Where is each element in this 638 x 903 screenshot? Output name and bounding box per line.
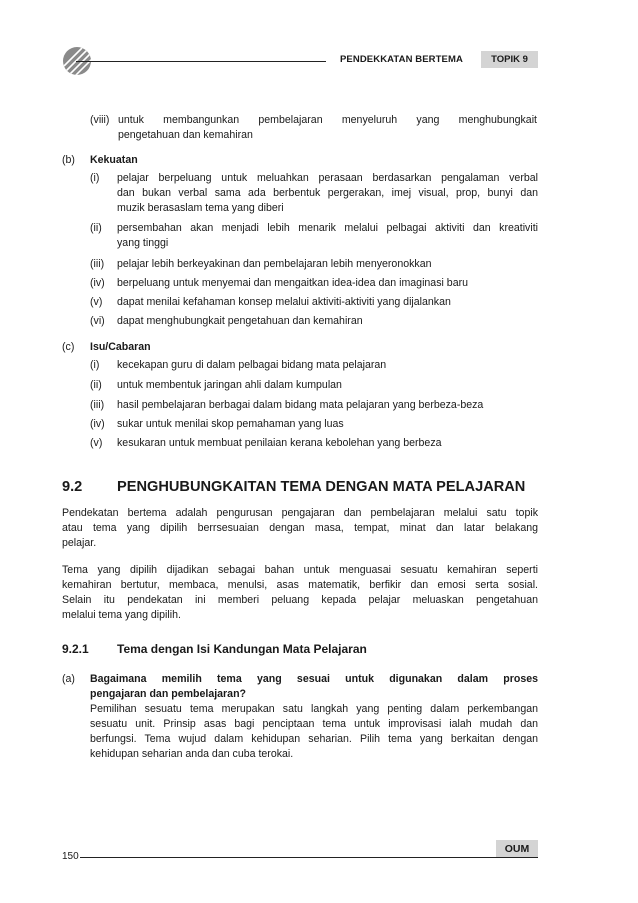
list-item-text: kecekapan guru di dalam pelbagai bidang mata pelajaran xyxy=(117,359,387,371)
paragraph-line: pelajar. xyxy=(62,537,97,549)
list-item-text: dapat menilai kefahaman konsep melalui aktiviti-aktiviti yang dijalankan xyxy=(117,296,451,308)
list-item-text: pengetahuan dan kemahiran xyxy=(118,129,253,141)
running-header-title: PENDEKKATAN BERTEMA xyxy=(340,54,463,65)
item-number: (iv) xyxy=(90,418,105,430)
question-line: pengajaran dan pembelajaran? xyxy=(90,688,247,700)
subsection-heading: Tema dengan Isi Kandungan Mata Pelajaran xyxy=(117,642,367,656)
list-item-text: kesukaran untuk membuat penilaian kerana kebolehan yang berbeza xyxy=(117,437,442,449)
list-item-text: untuk membangunkan pembelajaran menyeluruh yang menghubungkait xyxy=(118,114,537,126)
section-letter: (b) xyxy=(62,154,75,166)
paragraph-line: kemahiran bertutur, membaca, menulsi, asas matematik, berfikir dan emosi serta sosial. xyxy=(62,579,538,591)
answer-line: berfungsi. Tema wujud dalam kehidupan seharian. Pilih tema yang berkaitan dengan xyxy=(90,733,538,745)
item-number: (ii) xyxy=(90,379,102,391)
oum-badge: OUM xyxy=(496,840,538,857)
section-heading: PENGHUBUNGKAITAN TEMA DENGAN MATA PELAJARAN xyxy=(117,479,526,495)
paragraph-line: Tema yang dipilih dijadikan sebagai bahan untuk menguasai sesuatu kemahiran seperti xyxy=(62,564,538,576)
item-number: (v) xyxy=(90,437,103,449)
list-item-text: persembahan akan menjadi lebih menarik melalui pelbagai aktiviti dan kreativiti xyxy=(117,222,538,234)
topic-badge: TOPIK 9 xyxy=(481,51,538,68)
paragraph-line: melalui tema yang dipilih. xyxy=(62,609,181,621)
header-rule xyxy=(76,61,326,62)
item-number: (iii) xyxy=(90,399,105,411)
item-number: (i) xyxy=(90,172,100,184)
list-item-text: muzik berasaslam tema yang diberi xyxy=(117,202,284,214)
item-number: (i) xyxy=(90,359,100,371)
list-item-text: pelajar berpeluang untuk meluahkan perasaan berdasarkan pengalaman verbal xyxy=(117,172,538,184)
item-number: (v) xyxy=(90,296,103,308)
list-item-text: yang tinggi xyxy=(117,237,169,249)
item-number: (viii) xyxy=(90,114,110,126)
footer-rule xyxy=(80,857,538,858)
list-item-text: untuk membentuk jaringan ahli dalam kumpulan xyxy=(117,379,342,391)
item-number: (vi) xyxy=(90,315,105,327)
item-number: (iv) xyxy=(90,277,105,289)
list-item-text: dapat menghubungkait pengetahuan dan kemahiran xyxy=(117,315,363,327)
section-letter: (a) xyxy=(62,673,75,685)
subheading-isu-cabaran: Isu/Cabaran xyxy=(90,341,151,353)
answer-line: sesuatu unit. Prinsip asas bagi penciptaan tema untuk improvisasi ialah mudah dan xyxy=(90,718,538,730)
list-item-text: sukar untuk menilai skop pemahaman yang luas xyxy=(117,418,344,430)
question-line: Bagaimana memilih tema yang sesuai untuk digunakan dalam proses xyxy=(90,673,538,685)
subsection-number: 9.2.1 xyxy=(62,642,89,656)
section-letter: (c) xyxy=(62,341,75,353)
answer-line: kehidupan seharian anda dan cuba terokai. xyxy=(90,748,294,760)
subheading-kekuatan: Kekuatan xyxy=(90,154,138,166)
answer-line: Pemilihan sesuatu tema merupakan satu langkah yang penting dalam perkembangan xyxy=(90,703,538,715)
list-item-text: pelajar lebih berkeyakinan dan pembelajaran lebih menyeronokkan xyxy=(117,258,432,270)
paragraph-line: atau tema yang dipilih berrsesuaian dengan masa, tempat, minat dan latar belakang xyxy=(62,522,538,534)
item-number: (iii) xyxy=(90,258,105,270)
list-item-text: dan bukan verbal sama ada berbentuk pergerakan, imej visual, prop, bunyi dan xyxy=(117,187,538,199)
list-item-text: berpeluang untuk menyemai dan mengaitkan idea-idea dan imaginasi baru xyxy=(117,277,469,289)
paragraph-line: Selain itu pendekatan ini memberi peluang kepada pelajar meluaskan pengetahuan xyxy=(62,594,538,606)
list-item-text: hasil pembelajaran berbagai dalam bidang mata pelajaran yang berbeza-beza xyxy=(117,399,484,411)
item-number: (ii) xyxy=(90,222,102,234)
section-number: 9.2 xyxy=(62,479,83,495)
paragraph-line: Pendekatan bertema adalah pengurusan pengajaran dan pembelajaran melalui satu topik xyxy=(62,507,538,519)
page-number: 150 xyxy=(62,851,79,862)
